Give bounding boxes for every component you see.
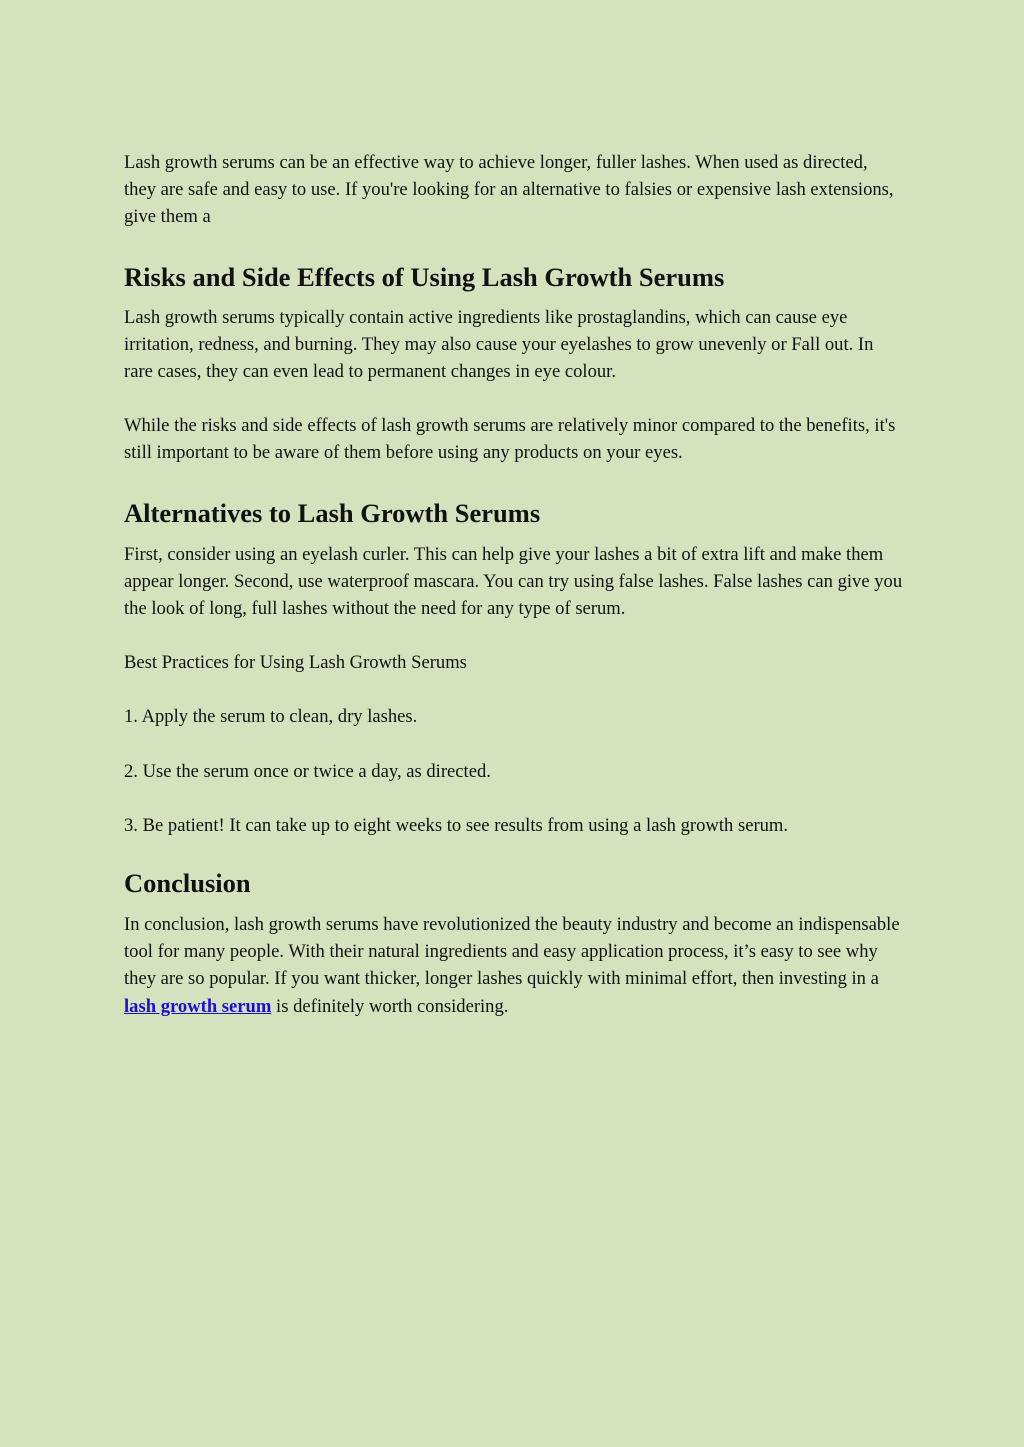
- best-practices-title: Best Practices for Using Lash Growth Serums: [124, 652, 467, 674]
- document-content: [124, 149, 904, 1020]
- step-item: 3. Be patient! It can take up to eight weeks to see results from using a lash growth serum.: [124, 814, 789, 836]
- risks-heading: Risks and Side Effects of Using Lash Growth Serums: [124, 261, 725, 292]
- conclusion-paragraph: [124, 911, 904, 1020]
- conclusion-text-before-link: In conclusion, lash growth serums have revolutionized the beauty industry and become an indispensable tool for many people. With their natural ingredients and easy application process, it’s easy to see why they are so popular. If you want thicker, longer lashes quickly with minimal effort, then investing in a: [124, 914, 900, 990]
- risks-paragraph: Lash growth serums typically contain active ingredients like prostaglandins, which can cause eye irritation, redness, and burning. They may also cause your eyelashes to grow unevenly or Fall out. In rare cases, they can even lead to permanent changes in eye colour.: [124, 306, 874, 383]
- intro-paragraph: Lash growth serums can be an effective way to achieve longer, fuller lashes. When used as directed, they are safe and easy to use. If you're looking for an alternative to falsies or expensive lash extensions, give them a: [124, 152, 894, 228]
- step-item: 2. Use the serum once or twice a day, as directed.: [124, 760, 491, 782]
- conclusion-text-after-link: is definitely worth considering.: [271, 995, 509, 1017]
- lash-growth-serum-link[interactable]: lash growth serum: [124, 995, 272, 1017]
- conclusion-heading: Conclusion: [124, 868, 251, 899]
- alternatives-heading: Alternatives to Lash Growth Serums: [124, 497, 541, 528]
- risks-summary-paragraph: While the risks and side effects of lash growth serums are relatively minor compared to the benefits, it's still important to be aware of them before using any products on your eyes.: [124, 415, 896, 464]
- alternatives-paragraph: First, consider using an eyelash curler. This can help give your lashes a bit of extra lift and make them appear longer. Second, use waterproof mascara. You can try using false lashes. False lashes can give you the look of long, full lashes without the need for any type of serum.: [124, 543, 903, 620]
- step-item: 1. Apply the serum to clean, dry lashes.: [124, 706, 418, 728]
